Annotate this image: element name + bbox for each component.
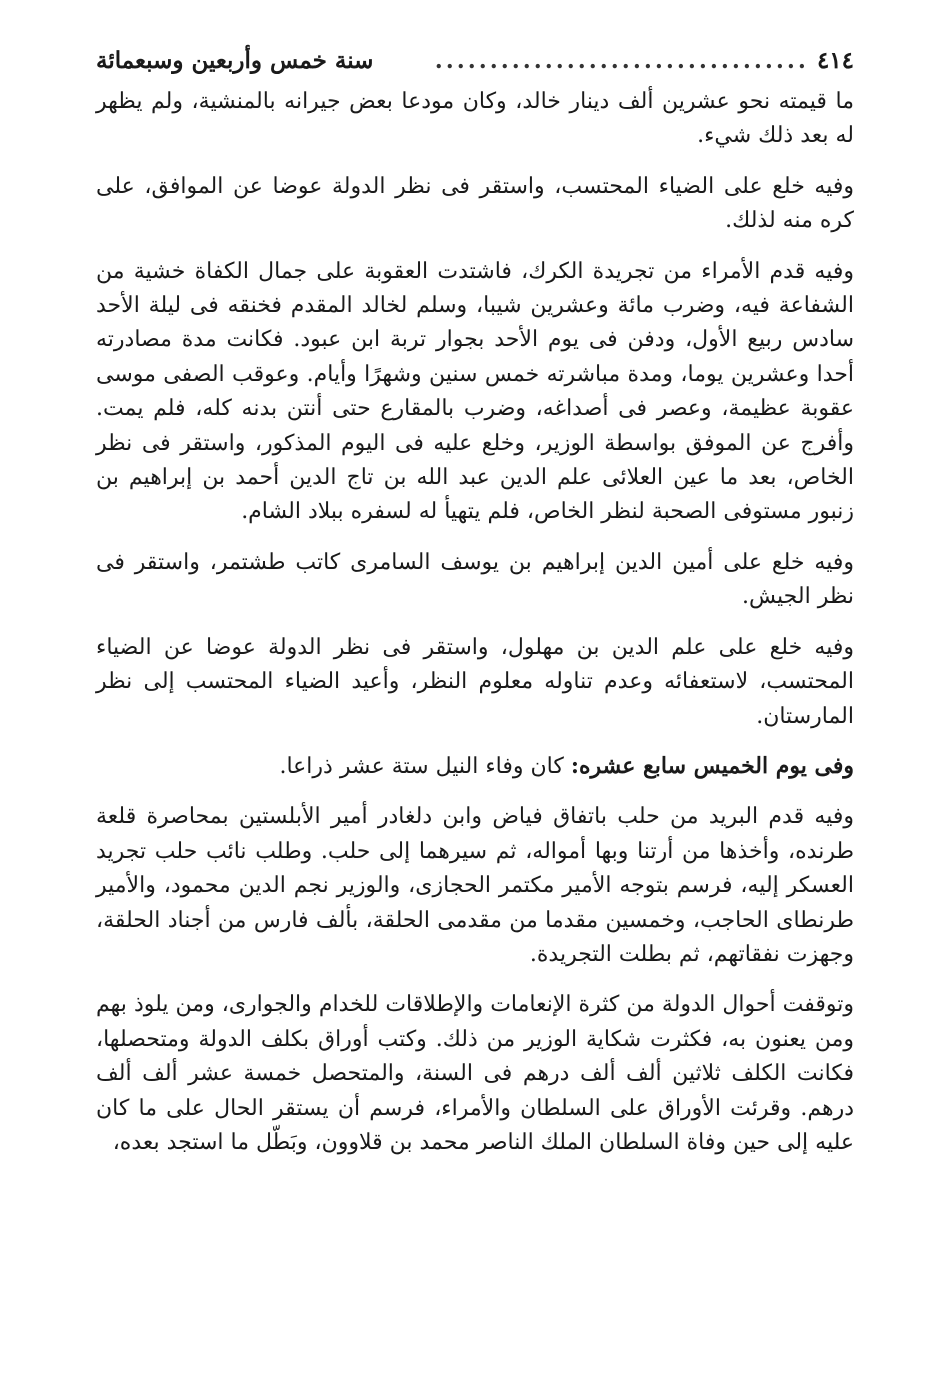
- running-title: سنة خمس وأربعين وسبعمائة: [96, 47, 374, 74]
- paragraph-text: وفيه خلع على علم الدين بن مهلول، واستقر فى نظر الدولة عوضا عن الضياء المحتسب، لاستعفائه وعدم تناوله معلوم النظر، وأعيد الضياء المحتسب إلى نظر المارستان.: [96, 634, 854, 729]
- paragraph: [96, 169, 854, 239]
- paragraph-text: وفيه خلع على الضياء المحتسب، واستقر فى نظر الدولة عوضا عن الموافق، على كره منه لذلك.: [96, 173, 854, 234]
- paragraph-text: وفيه خلع على أمين الدين إبراهيم بن يوسف السامرى كاتب طشتمر، واستقر فى نظر الجيش.: [96, 549, 854, 610]
- paragraph: [96, 84, 854, 154]
- paragraph: [96, 254, 854, 530]
- paragraph: [96, 630, 854, 734]
- book-page: [96, 38, 854, 1160]
- paragraph: [96, 987, 854, 1160]
- paragraph-text: وفيه قدم البريد من حلب باتفاق فياض وابن دلغادر أمير الأبلستين بمحاصرة قلعة طرنده، وأخذها من أرتنا وبها أمواله، ثم سيرهما إلى حلب. وطلب نائب حلب تجريد العسكر إليه، فرسم بتوجه الأمير مكتمر الحجازى، والوزير نجم الدين محمود، والأمير طرنطاى الحاجب، وخمسين مقدما من مقدمى الحلقة، بألف فارس من أجناد الحلقة، وجهزت نفقاتهم، ثم بطلت التجريدة.: [96, 804, 854, 967]
- paragraph-text: ما قيمته نحو عشرين ألف دينار خالد، وكان مودعا بعض جيرانه بالمنشية، ولم يظهر له بعد ذلك شيء.: [96, 89, 854, 149]
- paragraph-text: وتوقفت أحوال الدولة من كثرة الإنعامات والإطلاقات للخدام والجوارى، ومن يلوذ بهم ومن يعنون به، فكثرت شكاية الوزير من ذلك. وكتب أوراق بكلف الدولة ومتحصلها، فكانت الكلف ثلاثين ألف ألف درهم فى السنة، والمتحصل خمسة عشر ألف ألف درهم. وقرئت الأوراق على السلطان والأمراء، فرسم أن يستقر الحال على ما كان عليه إلى حين وفاة السلطان الملك الناصر محمد بن قلاوون، وبَطّل ما استجد بعده،: [96, 992, 854, 1155]
- paragraph: [96, 545, 854, 615]
- page-number: ٤١٤: [816, 47, 854, 74]
- leader-dots: ..................................: [434, 47, 809, 74]
- paragraph-lead: وفى يوم الخميس سابع عشره:: [570, 752, 854, 779]
- page-header: [96, 38, 854, 84]
- paragraph-text: كان وفاء النيل ستة عشر ذراعا.: [279, 753, 571, 779]
- paragraph: [96, 749, 854, 784]
- paragraph-text: وفيه قدم الأمراء من تجريدة الكرك، فاشتدت العقوبة على جمال الكفاة خشية من الشفاعة فيه، وضرب مائة وعشرين شيبا، وسلم لخالد المقدم فخنقه فى ليلة الأحد سادس ربيع الأول، ودفن فى يوم الأحد بجوار تربة ابن عبود. فكانت مدة مصادرته أحدا وعشرين يوما، ومدة مباشرته خمس سنين وشهرًا وأيام. وعوقب الصفى موسى عقوبة عظيمة، وعصر فى أصداغه، وضرب بالمقارع حتى أنتن بدنه كله، فلم يمت. وأفرج عن الموفق بواسطة الوزير، وخلع عليه فى اليوم المذكور، واستقر فى نظر الخاص، بعد ما عين العلائى علم الدين عبد الله بن تاج الدين أحمد بن إبراهيم بن زنبور مستوفى الصحبة لنظر الخاص، فلم يتهيأ له لسفره ببلاد الشام.: [96, 258, 854, 525]
- paragraph: [96, 799, 854, 972]
